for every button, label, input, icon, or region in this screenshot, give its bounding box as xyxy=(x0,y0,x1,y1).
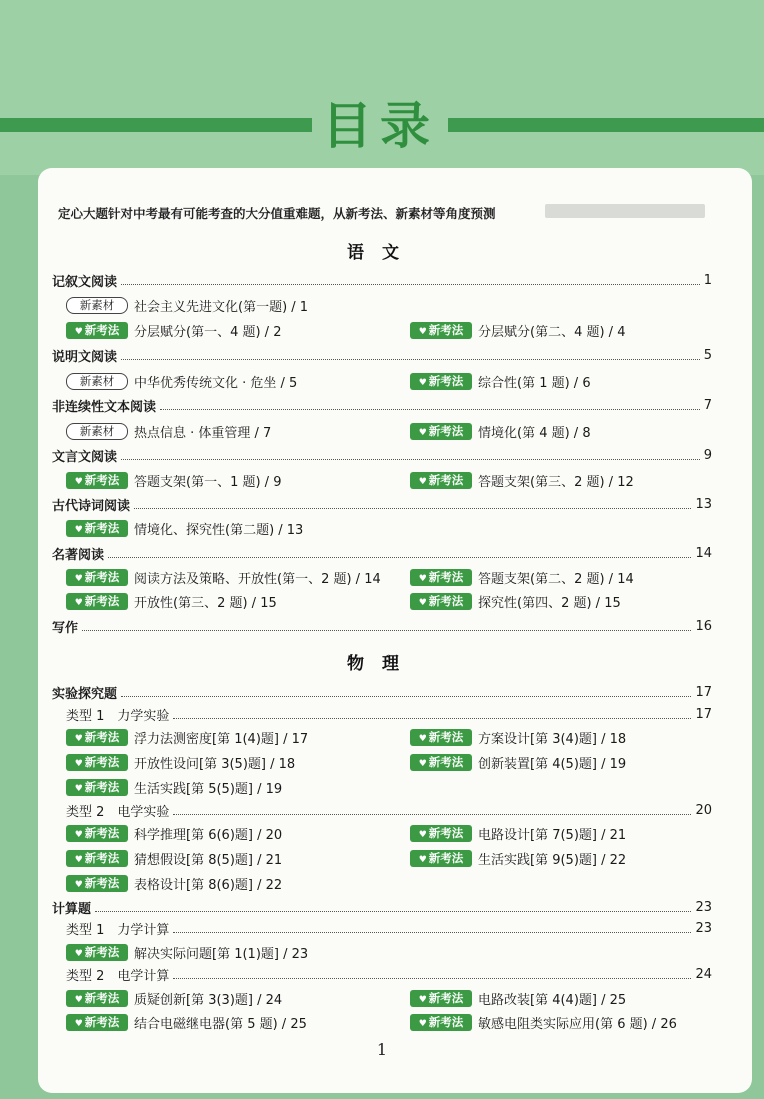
toc-item[interactable]: ♥ 新考法 科学推理[第 6(6)题] / 20 xyxy=(66,824,282,843)
new-method-badge: ♥ 新考法 xyxy=(66,569,128,586)
new-method-badge: ♥ 新考法 xyxy=(410,569,472,586)
toc-heading[interactable]: 名著阅读 14 xyxy=(52,546,712,563)
toc-item[interactable]: ♥ 新考法 解决实际问题[第 1(1)题] / 23 xyxy=(66,943,308,962)
toc-item[interactable]: ♥ 新考法 生活实践[第 5(5)题] / 19 xyxy=(66,778,282,797)
new-method-badge: ♥ 新考法 xyxy=(410,825,472,842)
faded-text xyxy=(545,204,705,218)
toc-item[interactable]: ♥ 新考法 猜想假设[第 8(5)题] / 21 xyxy=(66,849,282,868)
new-method-badge: ♥ 新考法 xyxy=(410,373,472,390)
toc-item[interactable]: ♥ 新考法 创新装置[第 4(5)题] / 19 xyxy=(410,753,626,772)
toc-item[interactable]: ♥ 新考法 方案设计[第 3(4)题] / 18 xyxy=(410,728,626,747)
toc-subheading[interactable]: 类型 1 力学计算 23 xyxy=(66,921,712,938)
new-method-badge: ♥ 新考法 xyxy=(410,729,472,746)
new-method-badge: ♥ 新考法 xyxy=(66,779,128,796)
toc-item[interactable]: ♥ 新考法 阅读方法及策略、开放性(第一、2 题) / 14 xyxy=(66,568,381,587)
new-method-badge: ♥ 新考法 xyxy=(66,472,128,489)
toc-heading[interactable]: 文言文阅读 9 xyxy=(52,448,712,465)
toc-item[interactable]: ♥ 新考法 答题支架(第一、1 题) / 9 xyxy=(66,471,281,490)
toc-item[interactable]: ♥ 新考法 表格设计[第 8(6)题] / 22 xyxy=(66,874,282,893)
page-number: 1 xyxy=(376,1040,388,1059)
new-method-badge: ♥ 新考法 xyxy=(66,729,128,746)
toc-item[interactable]: ♥ 新考法 答题支架(第二、2 题) / 14 xyxy=(410,568,634,587)
new-method-badge: ♥ 新考法 xyxy=(410,423,472,440)
toc-item[interactable]: ♥ 新考法 质疑创新[第 3(3)题] / 24 xyxy=(66,989,282,1008)
toc-heading[interactable]: 记叙文阅读 1 xyxy=(52,273,712,290)
toc-item[interactable]: ♥ 新考法 开放性设问[第 3(5)题] / 18 xyxy=(66,753,295,772)
new-method-badge: ♥ 新考法 xyxy=(410,990,472,1007)
toc-heading[interactable]: 说明文阅读 5 xyxy=(52,348,712,365)
toc-heading[interactable]: 计算题 23 xyxy=(52,900,712,917)
toc-item[interactable]: 新素材 社会主义先进文化(第一题) / 1 xyxy=(66,296,308,315)
new-method-badge: ♥ 新考法 xyxy=(410,1014,472,1031)
new-method-badge: ♥ 新考法 xyxy=(410,322,472,339)
toc-item[interactable]: ♥ 新考法 情境化、探究性(第二题) / 13 xyxy=(66,519,303,538)
toc-heading[interactable]: 古代诗词阅读 13 xyxy=(52,497,712,514)
section-physics: 物理 xyxy=(347,654,417,674)
new-method-badge: ♥ 新考法 xyxy=(66,754,128,771)
section-chinese: 语文 xyxy=(347,243,417,263)
page-title: 目录 xyxy=(322,97,438,155)
new-method-badge: ♥ 新考法 xyxy=(66,850,128,867)
new-material-badge: 新素材 xyxy=(66,373,128,390)
toc-item[interactable]: ♥ 新考法 浮力法测密度[第 1(4)题] / 17 xyxy=(66,728,308,747)
toc-item[interactable]: ♥ 新考法 开放性(第三、2 题) / 15 xyxy=(66,592,277,611)
toc-item[interactable]: ♥ 新考法 分层赋分(第二、4 题) / 4 xyxy=(410,321,625,340)
toc-heading[interactable]: 实验探究题 17 xyxy=(52,685,712,702)
toc-item[interactable]: ♥ 新考法 情境化(第 4 题) / 8 xyxy=(410,422,591,441)
toc-item[interactable]: ♥ 新考法 电路设计[第 7(5)题] / 21 xyxy=(410,824,626,843)
new-method-badge: ♥ 新考法 xyxy=(410,593,472,610)
toc-item[interactable]: 新素材 热点信息 · 体重管理 / 7 xyxy=(66,422,271,441)
intro-text: 定心大题针对中考最有可能考查的大分值重难题，从新考法、新素材等角度预测 xyxy=(58,206,496,221)
toc-heading[interactable]: 非连续性文本阅读 7 xyxy=(52,398,712,415)
new-method-badge: ♥ 新考法 xyxy=(410,754,472,771)
toc-item[interactable]: ♥ 新考法 敏感电阻类实际应用(第 6 题) / 26 xyxy=(410,1013,677,1032)
toc-subheading[interactable]: 类型 2 电学计算 24 xyxy=(66,967,712,984)
toc-item[interactable]: ♥ 新考法 答题支架(第三、2 题) / 12 xyxy=(410,471,634,490)
new-method-badge: ♥ 新考法 xyxy=(66,875,128,892)
new-material-badge: 新素材 xyxy=(66,423,128,440)
new-method-badge: ♥ 新考法 xyxy=(66,825,128,842)
toc-item[interactable]: ♥ 新考法 综合性(第 1 题) / 6 xyxy=(410,372,591,391)
new-material-badge: 新素材 xyxy=(66,297,128,314)
toc-item[interactable]: ♥ 新考法 分层赋分(第一、4 题) / 2 xyxy=(66,321,281,340)
toc-subheading[interactable]: 类型 2 电学实验 20 xyxy=(66,803,712,820)
toc-item[interactable]: ♥ 新考法 探究性(第四、2 题) / 15 xyxy=(410,592,621,611)
toc-heading[interactable]: 写作 16 xyxy=(52,619,712,636)
toc-item[interactable]: 新素材 中华优秀传统文化 · 危坐 / 5 xyxy=(66,372,297,391)
new-method-badge: ♥ 新考法 xyxy=(66,593,128,610)
new-method-badge: ♥ 新考法 xyxy=(66,944,128,961)
toc-item[interactable]: ♥ 新考法 电路改装[第 4(4)题] / 25 xyxy=(410,989,626,1008)
new-method-badge: ♥ 新考法 xyxy=(66,990,128,1007)
new-method-badge: ♥ 新考法 xyxy=(410,472,472,489)
toc-item[interactable]: ♥ 新考法 生活实践[第 9(5)题] / 22 xyxy=(410,849,626,868)
new-method-badge: ♥ 新考法 xyxy=(66,520,128,537)
new-method-badge: ♥ 新考法 xyxy=(66,322,128,339)
toc-subheading[interactable]: 类型 1 力学实验 17 xyxy=(66,707,712,724)
toc-item[interactable]: ♥ 新考法 结合电磁继电器(第 5 题) / 25 xyxy=(66,1013,307,1032)
new-method-badge: ♥ 新考法 xyxy=(410,850,472,867)
new-method-badge: ♥ 新考法 xyxy=(66,1014,128,1031)
